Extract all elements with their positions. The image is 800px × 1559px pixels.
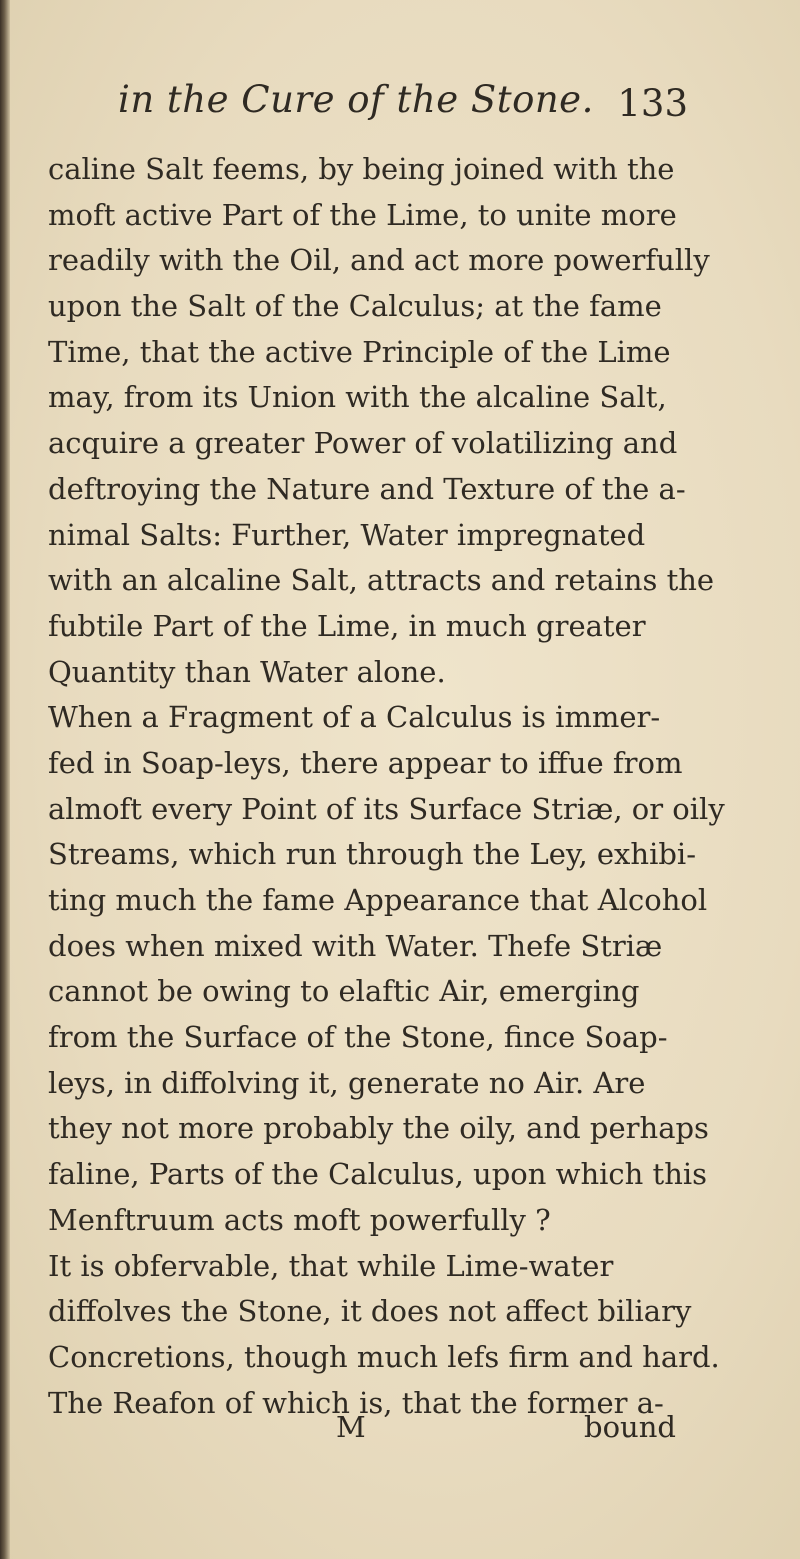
- text-line: they not more probably the oily, and perhaps: [48, 1111, 709, 1146]
- text-line: moft active Part of the Lime, to unite more: [48, 197, 677, 232]
- text-line: When a Fragment of a Calculus is immer-: [48, 700, 661, 735]
- text-line: Streams, which run through the Ley, exhibi-: [48, 837, 696, 872]
- text-line: fed in Soap-leys, there appear to iffue from: [48, 745, 683, 780]
- text-line: caline Salt feems, by being joined with the: [48, 152, 675, 186]
- page-header: [118, 78, 688, 134]
- text-line: It is obfervable, that while Lime-water: [48, 1248, 614, 1283]
- body-text: [48, 147, 725, 1426]
- text-line: Quantity than Water alone.: [48, 654, 446, 689]
- text-line: faline, Parts of the Calculus, upon which this: [48, 1157, 708, 1192]
- text-line: The Reafon of which is, that the former a-: [48, 1385, 664, 1420]
- text-line: Menftruum acts moft powerfully ?: [48, 1202, 551, 1237]
- text-line: from the Surface of the Stone, fince Soap-: [48, 1020, 668, 1055]
- page-number: 133: [617, 82, 688, 125]
- text-line: cannot be owing to elaftic Air, emerging: [48, 974, 640, 1009]
- text-line: readily with the Oil, and act more powerfully: [48, 243, 710, 278]
- signature-mark: M: [336, 1410, 366, 1444]
- binding-edge: [0, 0, 10, 1559]
- catchword: bound: [584, 1410, 676, 1444]
- text-line: deftroying the Nature and Texture of the a-: [48, 471, 686, 506]
- text-line: nimal Salts: Further, Water impregnated: [48, 517, 646, 552]
- text-line: upon the Salt of the Calculus; at the fame: [48, 289, 662, 324]
- running-head: in the Cure of the Stone.: [118, 78, 594, 121]
- text-line: acquire a greater Power of volatilizing and: [48, 426, 678, 461]
- text-line: may, from its Union with the alcaline Salt,: [48, 380, 667, 415]
- text-line: Concretions, though much lefs firm and hard.: [48, 1339, 720, 1374]
- text-line: fubtile Part of the Lime, in much greater: [48, 608, 646, 643]
- text-line: diffolves the Stone, it does not affect biliary: [48, 1294, 692, 1329]
- text-line: almoft every Point of its Surface Striæ, or oily: [48, 791, 725, 826]
- text-line: with an alcaline Salt, attracts and retains the: [48, 563, 715, 598]
- text-line: does when mixed with Water. Thefe Striæ: [48, 928, 663, 963]
- text-line: Time, that the active Principle of the Lime: [48, 334, 671, 369]
- text-line: leys, in diffolving it, generate no Air. Are: [48, 1065, 646, 1100]
- text-line: ting much the fame Appearance that Alcohol: [48, 883, 708, 917]
